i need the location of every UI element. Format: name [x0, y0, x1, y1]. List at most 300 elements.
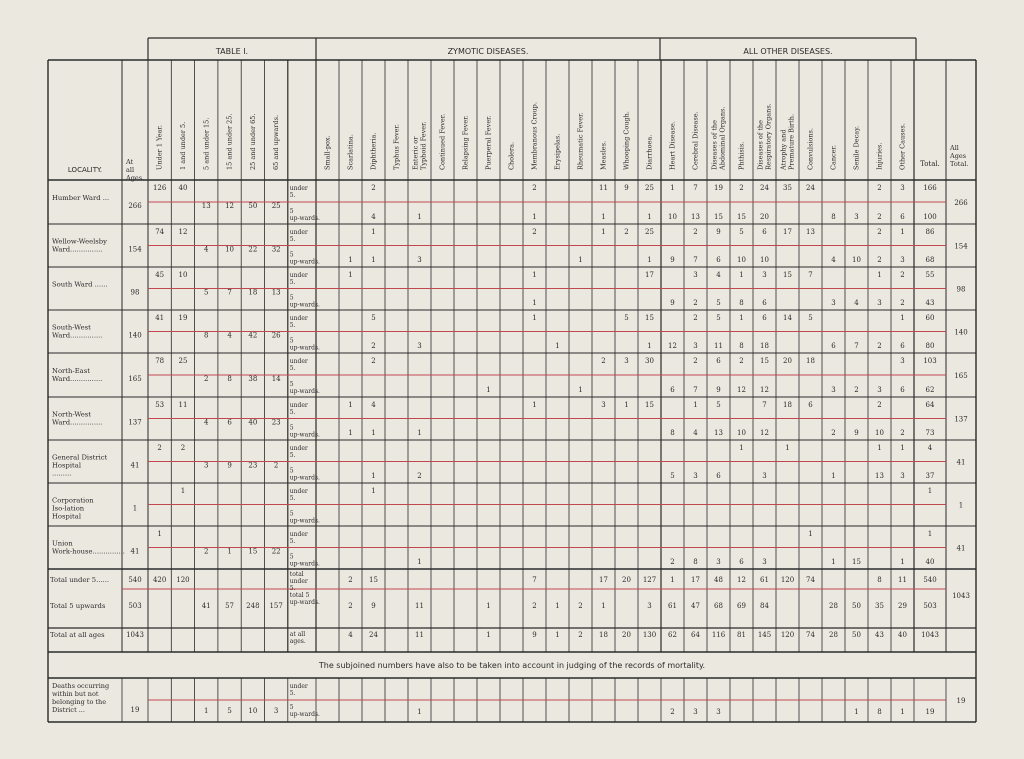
disease-count: 2 [532, 184, 537, 192]
disease-count: 1 [808, 530, 813, 538]
totals-value: 157 [269, 602, 283, 610]
age-count: 1 [180, 487, 186, 495]
disease-count: 6 [808, 401, 813, 409]
disease-count: 1 [532, 213, 537, 221]
row-total: 19 [925, 708, 935, 716]
disease-count: 1 [532, 299, 537, 307]
disease-count: 8 [831, 213, 836, 221]
age-count: 74 [155, 228, 165, 236]
disease-count: 30 [645, 357, 654, 365]
disease-header: Relapsing Fever. [461, 115, 470, 170]
totals-value: 3 [647, 602, 652, 610]
totals-value: 9 [371, 602, 376, 610]
disease-count: 18 [783, 401, 792, 409]
disease-count: 1 [739, 314, 744, 322]
disease-header: Cholera. [507, 141, 516, 170]
disease-header: Rheumatic Fever. [576, 112, 585, 170]
totals-value: 503 [128, 602, 142, 610]
totals-value: 1 [555, 631, 560, 639]
age-band-label: under 5. [289, 229, 308, 243]
total-header: Total. [920, 160, 940, 168]
disease-count: 24 [806, 184, 815, 192]
age-count: 4 [204, 418, 209, 427]
disease-count: 6 [670, 386, 675, 394]
disease-count: 10 [737, 429, 746, 437]
totals-value: 540 [923, 576, 937, 584]
age-count: 10 [248, 707, 258, 715]
disease-count: 1 [371, 472, 376, 480]
disease-count: 5 [716, 299, 721, 307]
disease-count: 3 [877, 386, 882, 394]
disease-header: Diseases of theAbdominal Organs. [710, 106, 727, 170]
disease-count: 25 [645, 228, 654, 236]
disease-count: 1 [555, 342, 560, 350]
disease-header: Phthisis. [737, 141, 746, 170]
disease-count: 24 [760, 184, 769, 192]
age-band-label: 5 up-wards. [289, 337, 320, 352]
disease-count: 15 [783, 271, 792, 279]
disease-count: 3 [877, 299, 882, 307]
disease-count: 1 [532, 401, 537, 409]
totals-value: 17 [599, 576, 608, 584]
age-group-header: 65 and upwards. [272, 114, 281, 170]
disease-count: 1 [785, 444, 790, 452]
all-ages-value: 165 [128, 375, 142, 383]
age-band-label: under 5. [289, 488, 308, 502]
disease-count: 1 [900, 558, 905, 566]
totals-value: 57 [225, 602, 235, 610]
disease-header: Membranous Croup. [530, 102, 539, 170]
disease-count: 1 [831, 472, 836, 480]
disease-count: 2 [670, 708, 675, 716]
disease-count: 2 [739, 357, 744, 365]
totals-value: 74 [806, 576, 815, 584]
disease-count: 1 [371, 256, 376, 264]
age-band-label: total under 5. [289, 571, 308, 592]
all-ages-value: 137 [128, 418, 142, 427]
disease-header: Diseases of theRespiratory Organs. [756, 103, 773, 170]
all-ages-value: 41 [130, 547, 140, 556]
age-band-label: under 5. [289, 358, 308, 372]
totals-value: 48 [714, 576, 723, 584]
disease-count: 2 [693, 228, 698, 236]
disease-count: 3 [693, 472, 698, 480]
age-count: 19 [178, 314, 188, 322]
disease-count: 1 [900, 444, 905, 452]
age-band-label: under 5. [289, 315, 308, 329]
disease-count: 15 [852, 558, 861, 566]
age-count: 2 [180, 444, 186, 452]
age-group-header: 25 and under 65. [248, 113, 257, 170]
age-count: 22 [271, 547, 281, 556]
age-count: 5 [204, 288, 209, 297]
disease-count: 6 [716, 472, 721, 480]
disease-count: 2 [739, 184, 744, 192]
grand-total-header: All Ages Total. [950, 144, 969, 168]
disease-count: 3 [601, 401, 606, 409]
totals-value: 24 [369, 631, 378, 639]
disease-count: 1 [647, 213, 652, 221]
disease-count: 19 [714, 184, 723, 192]
totals-value: 145 [757, 631, 772, 639]
disease-count: 2 [693, 314, 698, 322]
disease-count: 1 [739, 444, 744, 452]
disease-count: 4 [831, 256, 836, 264]
disease-count: 2 [417, 472, 422, 480]
disease-header: Erysipelas. [553, 133, 562, 170]
disease-header: Continued Fever. [438, 113, 447, 170]
disease-count: 8 [670, 429, 675, 437]
totals-value: 20 [622, 576, 631, 584]
age-count: 8 [204, 331, 209, 340]
totals-value: 4 [348, 631, 353, 639]
disease-count: 13 [714, 429, 723, 437]
disease-count: 4 [716, 271, 721, 279]
disease-count: 7 [693, 184, 698, 192]
disease-count: 1 [348, 256, 353, 264]
disease-count: 25 [645, 184, 654, 192]
disease-count: 2 [371, 357, 376, 365]
age-band-label: 5 up-wards. [289, 208, 320, 222]
disease-header: Typhus Fever. [392, 124, 401, 170]
totals-label: Total at all ages [50, 631, 105, 639]
age-count: 18 [248, 288, 258, 297]
disease-count: 1 [371, 228, 376, 236]
disease-count: 2 [854, 386, 859, 394]
disease-count: 2 [900, 299, 905, 307]
disease-count: 13 [875, 472, 884, 480]
totals-value: 2 [578, 602, 583, 610]
disease-count: 8 [693, 558, 698, 566]
disease-count: 3 [762, 558, 767, 566]
totals-value: 50 [852, 631, 861, 639]
disease-count: 35 [783, 184, 792, 192]
age-band-label: under 5. [289, 272, 308, 286]
disease-count: 6 [762, 228, 767, 236]
age-group-header: 1 and under 5. [178, 121, 187, 170]
totals-value: 1 [670, 576, 675, 584]
totals-value: 43 [875, 631, 884, 639]
disease-count: 11 [714, 342, 723, 350]
age-count: 1 [204, 707, 209, 715]
disease-count: 9 [716, 386, 721, 394]
disease-count: 1 [877, 271, 882, 279]
disease-count: 2 [831, 429, 836, 437]
disease-count: 1 [670, 184, 675, 192]
disease-count: 4 [371, 213, 376, 221]
totals-value: 1043 [921, 631, 939, 639]
row-total: 62 [925, 386, 935, 394]
disease-count: 12 [760, 386, 769, 394]
disease-count: 6 [716, 357, 721, 365]
disease-count: 14 [783, 314, 792, 322]
totals-value: 120 [780, 576, 795, 584]
disease-count: 7 [693, 386, 698, 394]
disease-count: 10 [737, 256, 746, 264]
disease-count: 15 [760, 357, 769, 365]
age-band-label: under 5. [289, 185, 308, 199]
age-count: 11 [178, 401, 188, 409]
row-total: 37 [925, 472, 935, 480]
disease-count: 8 [739, 299, 744, 307]
age-count: 2 [204, 375, 209, 383]
disease-count: 6 [716, 256, 721, 264]
disease-count: 9 [670, 256, 675, 264]
disease-header: Atrophy andPremature Birth. [779, 113, 796, 170]
age-count: 38 [248, 375, 258, 383]
row-total: 4 [927, 444, 933, 452]
disease-count: 7 [808, 271, 813, 279]
disease-count: 5 [371, 314, 376, 322]
age-count: 10 [178, 271, 188, 279]
age-count: 40 [178, 184, 188, 192]
disease-header: Puerperal Fever. [484, 115, 493, 170]
disease-count: 2 [532, 228, 537, 236]
totals-label: Total 5 upwards [50, 602, 106, 610]
age-band-label: 5 up-wards. [289, 294, 320, 309]
age-count: 8 [227, 375, 232, 383]
totals-value: 2 [578, 631, 583, 639]
totals-value: 420 [152, 576, 167, 584]
disease-count: 1 [371, 429, 376, 437]
disease-count: 17 [645, 271, 654, 279]
age-band-label: 5 up-wards. [289, 251, 320, 266]
disease-count: 2 [877, 256, 882, 264]
row-grand-total: 165 [954, 372, 968, 380]
row-grand-total: 154 [954, 242, 968, 251]
disease-count: 2 [601, 357, 606, 365]
disease-count: 5 [624, 314, 629, 322]
totals-value: 64 [691, 631, 700, 639]
row-total: 55 [925, 271, 935, 279]
age-count: 25 [178, 357, 188, 365]
totals-value: 248 [246, 602, 260, 610]
age-count: 1 [227, 547, 232, 556]
disease-count: 2 [877, 228, 882, 236]
age-count: 25 [271, 202, 281, 210]
disease-count: 15 [645, 314, 654, 322]
disease-count: 3 [831, 299, 836, 307]
disease-count: 6 [762, 314, 767, 322]
disease-count: 1 [578, 386, 583, 394]
totals-value: 11 [898, 576, 907, 584]
totals-value: 69 [737, 602, 746, 610]
age-count: 23 [248, 461, 258, 470]
disease-count: 15 [645, 401, 654, 409]
disease-count: 3 [716, 708, 721, 716]
disease-count: 1 [739, 271, 744, 279]
totals-value: 9 [532, 631, 537, 639]
locality-name: General District Hospital ......... [52, 453, 108, 478]
all-ages-value: 98 [130, 288, 140, 297]
disease-count: 1 [348, 429, 353, 437]
disease-count: 1 [693, 401, 698, 409]
disease-count: 1 [532, 271, 537, 279]
mortality-note: The subjoined numbers have also to be taken into account in judging of the records of mortality. [318, 661, 706, 670]
age-band-label: 5 up-wards. [289, 510, 320, 525]
disease-header: Whooping Cough. [622, 111, 631, 170]
disease-count: 1 [601, 228, 606, 236]
disease-count: 3 [693, 342, 698, 350]
disease-count: 2 [900, 271, 905, 279]
disease-count: 15 [714, 213, 723, 221]
locality-name: Corporation Iso-lation Hospital [52, 496, 94, 521]
totals-value: 8 [877, 576, 882, 584]
locality-name: Humber Ward ... [52, 194, 110, 202]
row-total: 1 [927, 487, 933, 495]
table-label: TABLE I. [215, 47, 249, 56]
disease-count: 3 [900, 357, 905, 365]
disease-count: 5 [716, 401, 721, 409]
disease-header: Convulsions. [806, 128, 815, 170]
age-count: 3 [204, 461, 209, 470]
disease-count: 9 [670, 299, 675, 307]
disease-header: Injuries. [875, 142, 884, 170]
totals-value: 20 [622, 631, 631, 639]
disease-count: 1 [371, 487, 376, 495]
disease-count: 6 [900, 386, 905, 394]
totals-value: 50 [852, 602, 861, 610]
age-count: 3 [273, 707, 279, 715]
disease-count: 15 [737, 213, 746, 221]
age-group-header: 5 and under 15. [202, 117, 211, 170]
disease-count: 10 [875, 429, 884, 437]
all-ages-header: At all Ages. [126, 158, 145, 182]
disease-count: 3 [624, 357, 629, 365]
row-total: 1 [927, 530, 933, 538]
age-count: 53 [155, 401, 165, 409]
age-band-label: total 5 up-wards. [289, 592, 320, 606]
disease-count: 2 [877, 342, 882, 350]
row-grand-total: 41 [956, 458, 966, 467]
disease-count: 4 [371, 401, 376, 409]
disease-count: 13 [806, 228, 815, 236]
disease-count: 2 [693, 299, 698, 307]
disease-count: 3 [693, 271, 698, 279]
disease-header: Diarrhoea. [645, 134, 654, 170]
totals-value: 74 [806, 631, 815, 639]
row-total: 64 [925, 401, 935, 409]
locality-name: North-East Ward............... [52, 367, 103, 383]
totals-value: 120 [780, 631, 795, 639]
disease-count: 1 [601, 213, 606, 221]
totals-value: 12 [737, 576, 746, 584]
row-total: 68 [925, 256, 935, 264]
disease-header: Enteric orTyphoid Fever. [411, 121, 428, 170]
disease-count: 11 [599, 184, 608, 192]
row-total: 43 [925, 299, 935, 307]
disease-count: 18 [806, 357, 815, 365]
totals-value: 120 [176, 576, 190, 584]
age-group-header: Under 1 Year. [155, 125, 164, 170]
totals-value: 41 [201, 602, 211, 610]
age-count: 26 [271, 331, 281, 340]
totals-value: 15 [369, 576, 378, 584]
disease-count: 1 [417, 213, 422, 221]
totals-value: 11 [415, 631, 424, 639]
age-count: 10 [225, 245, 235, 254]
disease-count: 2 [877, 213, 882, 221]
age-count: 12 [178, 228, 188, 236]
age-band-label: 5 up-wards. [289, 381, 320, 395]
disease-count: 5 [739, 228, 744, 236]
age-count: 12 [225, 202, 235, 210]
disease-count: 1 [417, 558, 422, 566]
disease-count: 17 [783, 228, 792, 236]
totals-value: 28 [829, 602, 838, 610]
age-count: 2 [157, 444, 162, 452]
disease-count: 1 [417, 708, 422, 716]
age-band-label: under 5. [289, 683, 308, 697]
disease-count: 1 [532, 314, 537, 322]
row-total: 100 [923, 213, 937, 221]
totals-value: 17 [691, 576, 700, 584]
disease-count: 10 [852, 256, 861, 264]
locality-name: Wellow-Weelsby Ward............... [52, 237, 107, 254]
age-band-label: 5 up-wards. [289, 424, 320, 439]
disease-header: Heart Disease. [668, 121, 677, 170]
disease-count: 8 [739, 342, 744, 350]
disease-count: 2 [693, 357, 698, 365]
disease-count: 1 [348, 401, 353, 409]
all-ages-value: 266 [128, 202, 142, 210]
disease-count: 7 [762, 401, 767, 409]
disease-count: 1 [854, 708, 859, 716]
row-total: 60 [925, 314, 935, 322]
disease-count: 2 [670, 558, 675, 566]
age-band-label: under 5. [289, 402, 308, 416]
locality-name: South Ward ...... [52, 280, 108, 289]
disease-count: 1 [900, 228, 905, 236]
disease-count: 5 [670, 472, 675, 480]
disease-count: 3 [417, 342, 422, 350]
disease-count: 12 [668, 342, 677, 350]
totals-label: Total under 5...... [50, 576, 110, 584]
disease-count: 1 [578, 256, 583, 264]
disease-count: 6 [762, 299, 767, 307]
disease-count: 1 [900, 708, 905, 716]
locality-name: Deaths occurring within but not belonging to the District ... [52, 682, 110, 714]
totals-value: 1 [486, 631, 491, 639]
disease-count: 2 [900, 429, 905, 437]
disease-count: 18 [760, 342, 769, 350]
all-ages-value: 41 [130, 461, 140, 470]
disease-count: 5 [716, 314, 721, 322]
disease-count: 3 [854, 213, 859, 221]
disease-count: 1 [900, 314, 905, 322]
totals-value: 18 [599, 631, 608, 639]
disease-count: 4 [693, 429, 698, 437]
row-grand-total: 98 [956, 285, 966, 294]
row-total: 73 [925, 429, 935, 437]
disease-count: 10 [760, 256, 769, 264]
row-total: 40 [925, 558, 935, 566]
age-count: 2 [273, 461, 279, 470]
disease-header: Other Causes. [898, 123, 907, 170]
disease-count: 12 [737, 386, 746, 394]
all-ages-value: 140 [128, 331, 142, 340]
disease-count: 3 [417, 256, 422, 264]
disease-count: 3 [900, 184, 905, 192]
disease-count: 3 [693, 708, 698, 716]
totals-value: 28 [829, 631, 838, 639]
disease-header: Small-pox. [323, 135, 332, 170]
disease-count: 3 [900, 472, 905, 480]
totals-value: 1 [601, 602, 606, 610]
age-count: 13 [271, 288, 281, 297]
totals-value: 61 [760, 576, 769, 584]
disease-count: 13 [691, 213, 700, 221]
